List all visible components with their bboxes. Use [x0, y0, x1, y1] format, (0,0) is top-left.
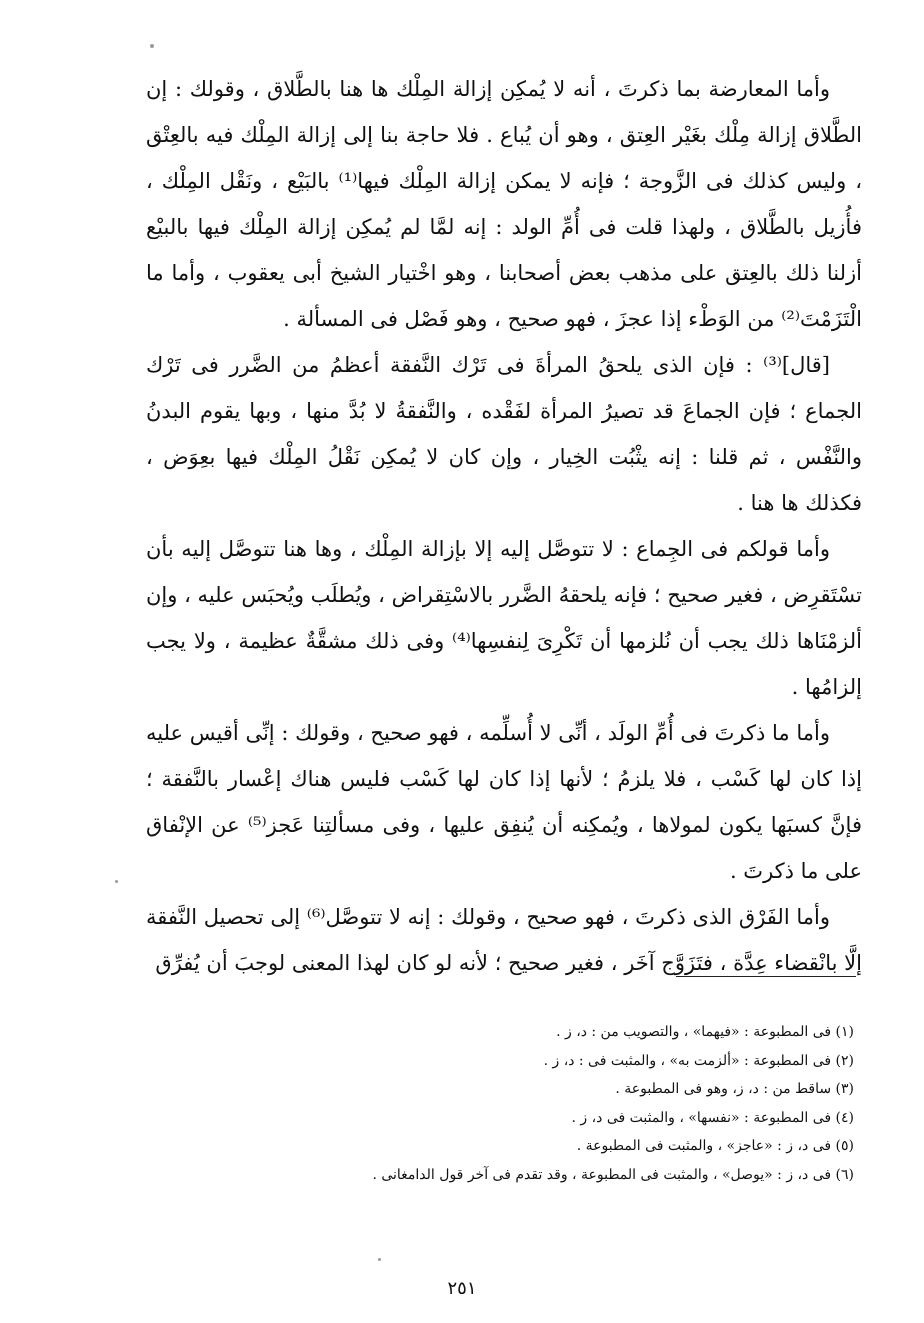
footnote-divider	[676, 976, 856, 977]
footnote-4: (٤) فى المطبوعة : «نفسها» ، والمثبت فى د، ز .	[571, 1109, 854, 1126]
footnote-3: (٣) ساقط من : د، ز، وهو فى المطبوعة .	[615, 1081, 854, 1097]
scan-speck	[150, 44, 154, 48]
paragraph-4: وأما ما ذكرتَ فى أُمِّ الولَد ، أنِّى لا أُسلِّمه ، فهو صحيح ، وقولك : إنِّى أقيس عليه إذا كان لها كَسْب ، فلا يلزمُ ؛ لأنها إذا كان لها كَسْب فليس هناك إعْسار بالنَّفقة ؛ فإنَّ كسبَها يكون لمولاها ، ويُمكِنه أن يُنفِق عليها ، وفى مسألتِنا عَجز⁽⁵⁾ عن الإنْفاق على ما ذكرتَ .	[146, 721, 862, 883]
main-text	[146, 66, 862, 986]
scan-speck	[378, 1258, 381, 1261]
footnote-6: (٦) فى د، ز : «يوصل» ، والمثبت فى المطبوعة ، وقد تقدم فى آخر قول الدامغانى .	[372, 1166, 854, 1183]
paragraph-2: [قال]⁽³⁾ : فإن الذى يلحقُ المرأةَ فى تَرْك النَّفقة أعظمُ من الضَّرر فى تَرْك الجماع ؛ فإن الجماعَ قد تصيرُ المرأة لفَقْده ، والنَّفقةُ لا بُدَّ منها ، وبها يقوم البدنُ والنَّفْس ، ثم قلنا : إنه يثْبُت الخِيار ، وإن كان لا يُمكِن نَقْلُ المِلْك فيها بعِوَض ، فكذلك ها هنا .	[146, 353, 862, 515]
paragraph-3: وأما قولكم فى الجِماع : لا تتوصَّل إليه إلا بإزالة المِلْك ، وها هنا تتوصَّل إليه بأن تسْتَقرِض ، فغير صحيح ؛ فإنه يلحقهُ الضَّرر بالاسْتِقراض ، ويُطلَب ويُحبَس عليه ، وإن ألزمْنَاها ذلك يجب أن نُلزمها أن تَكْرِىَ لِنفسِها⁽⁴⁾ وفى ذلك مشقَّةٌ عظيمة ، ولا يجب إلزامُها .	[146, 537, 862, 699]
page-number: ٢٥١	[447, 1278, 477, 1299]
footnote-5: (٥) فى د، ز : «عاجز» ، والمثبت فى المطبوعة .	[576, 1138, 854, 1154]
scan-speck	[115, 880, 118, 883]
footnote-2: (٢) فى المطبوعة : «ألزمت به» ، والمثبت فى : د، ز .	[543, 1052, 854, 1069]
paragraph-1: وأما المعارضة بما ذكرتَ ، أنه لا يُمكِن إزالة المِلْك ها هنا بالطَّلاق ، وقولك : إن الطَّلاق إزالة مِلْك بغَيْر العِتق ، وهو أن يُباع . فلا حاجة بنا إلى إزالة المِلْك فيه بالعِتْق ، وليس كذلك فى الزَّوجة ؛ فإنه لا يمكن إزالة المِلْك فيها⁽¹⁾ بالبَيْع ، ونَقْل المِلْك ، فأُزيل بالطَّلاق ، ولهذا قلت فى أُمِّ الولد : إنه لمَّا لم يُمكِن إزالة المِلْك فيها بالبيْع أزلنا ذلك بالعِتق على مذهب بعض أصحابنا ، وهو اخْتيار الشيخ أبى يعقوب ، وأما ما الْتَزَمْتَ⁽²⁾ من الوَطْء إذا عجزَ ، فهو صحيح ، وهو فَصْل فى المسألة .	[146, 77, 862, 331]
footnote-1: (١) فى المطبوعة : «فيهما» ، والتصويب من : د، ز .	[556, 1024, 854, 1040]
paragraph-5: وأما الفَرْق الذى ذكرتَ ، فهو صحيح ، وقولك : إنه لا تتوصَّل⁽⁶⁾ إلى تحصيل النَّفقة إلَّا بانْقضاء عِدَّة ، فتَزَوَّج آخَر ، فغير صحيح ؛ لأنه لو كان لهذا المعنى لوجبَ أن يُفرِّق	[146, 905, 862, 975]
footnotes	[330, 1018, 854, 1189]
